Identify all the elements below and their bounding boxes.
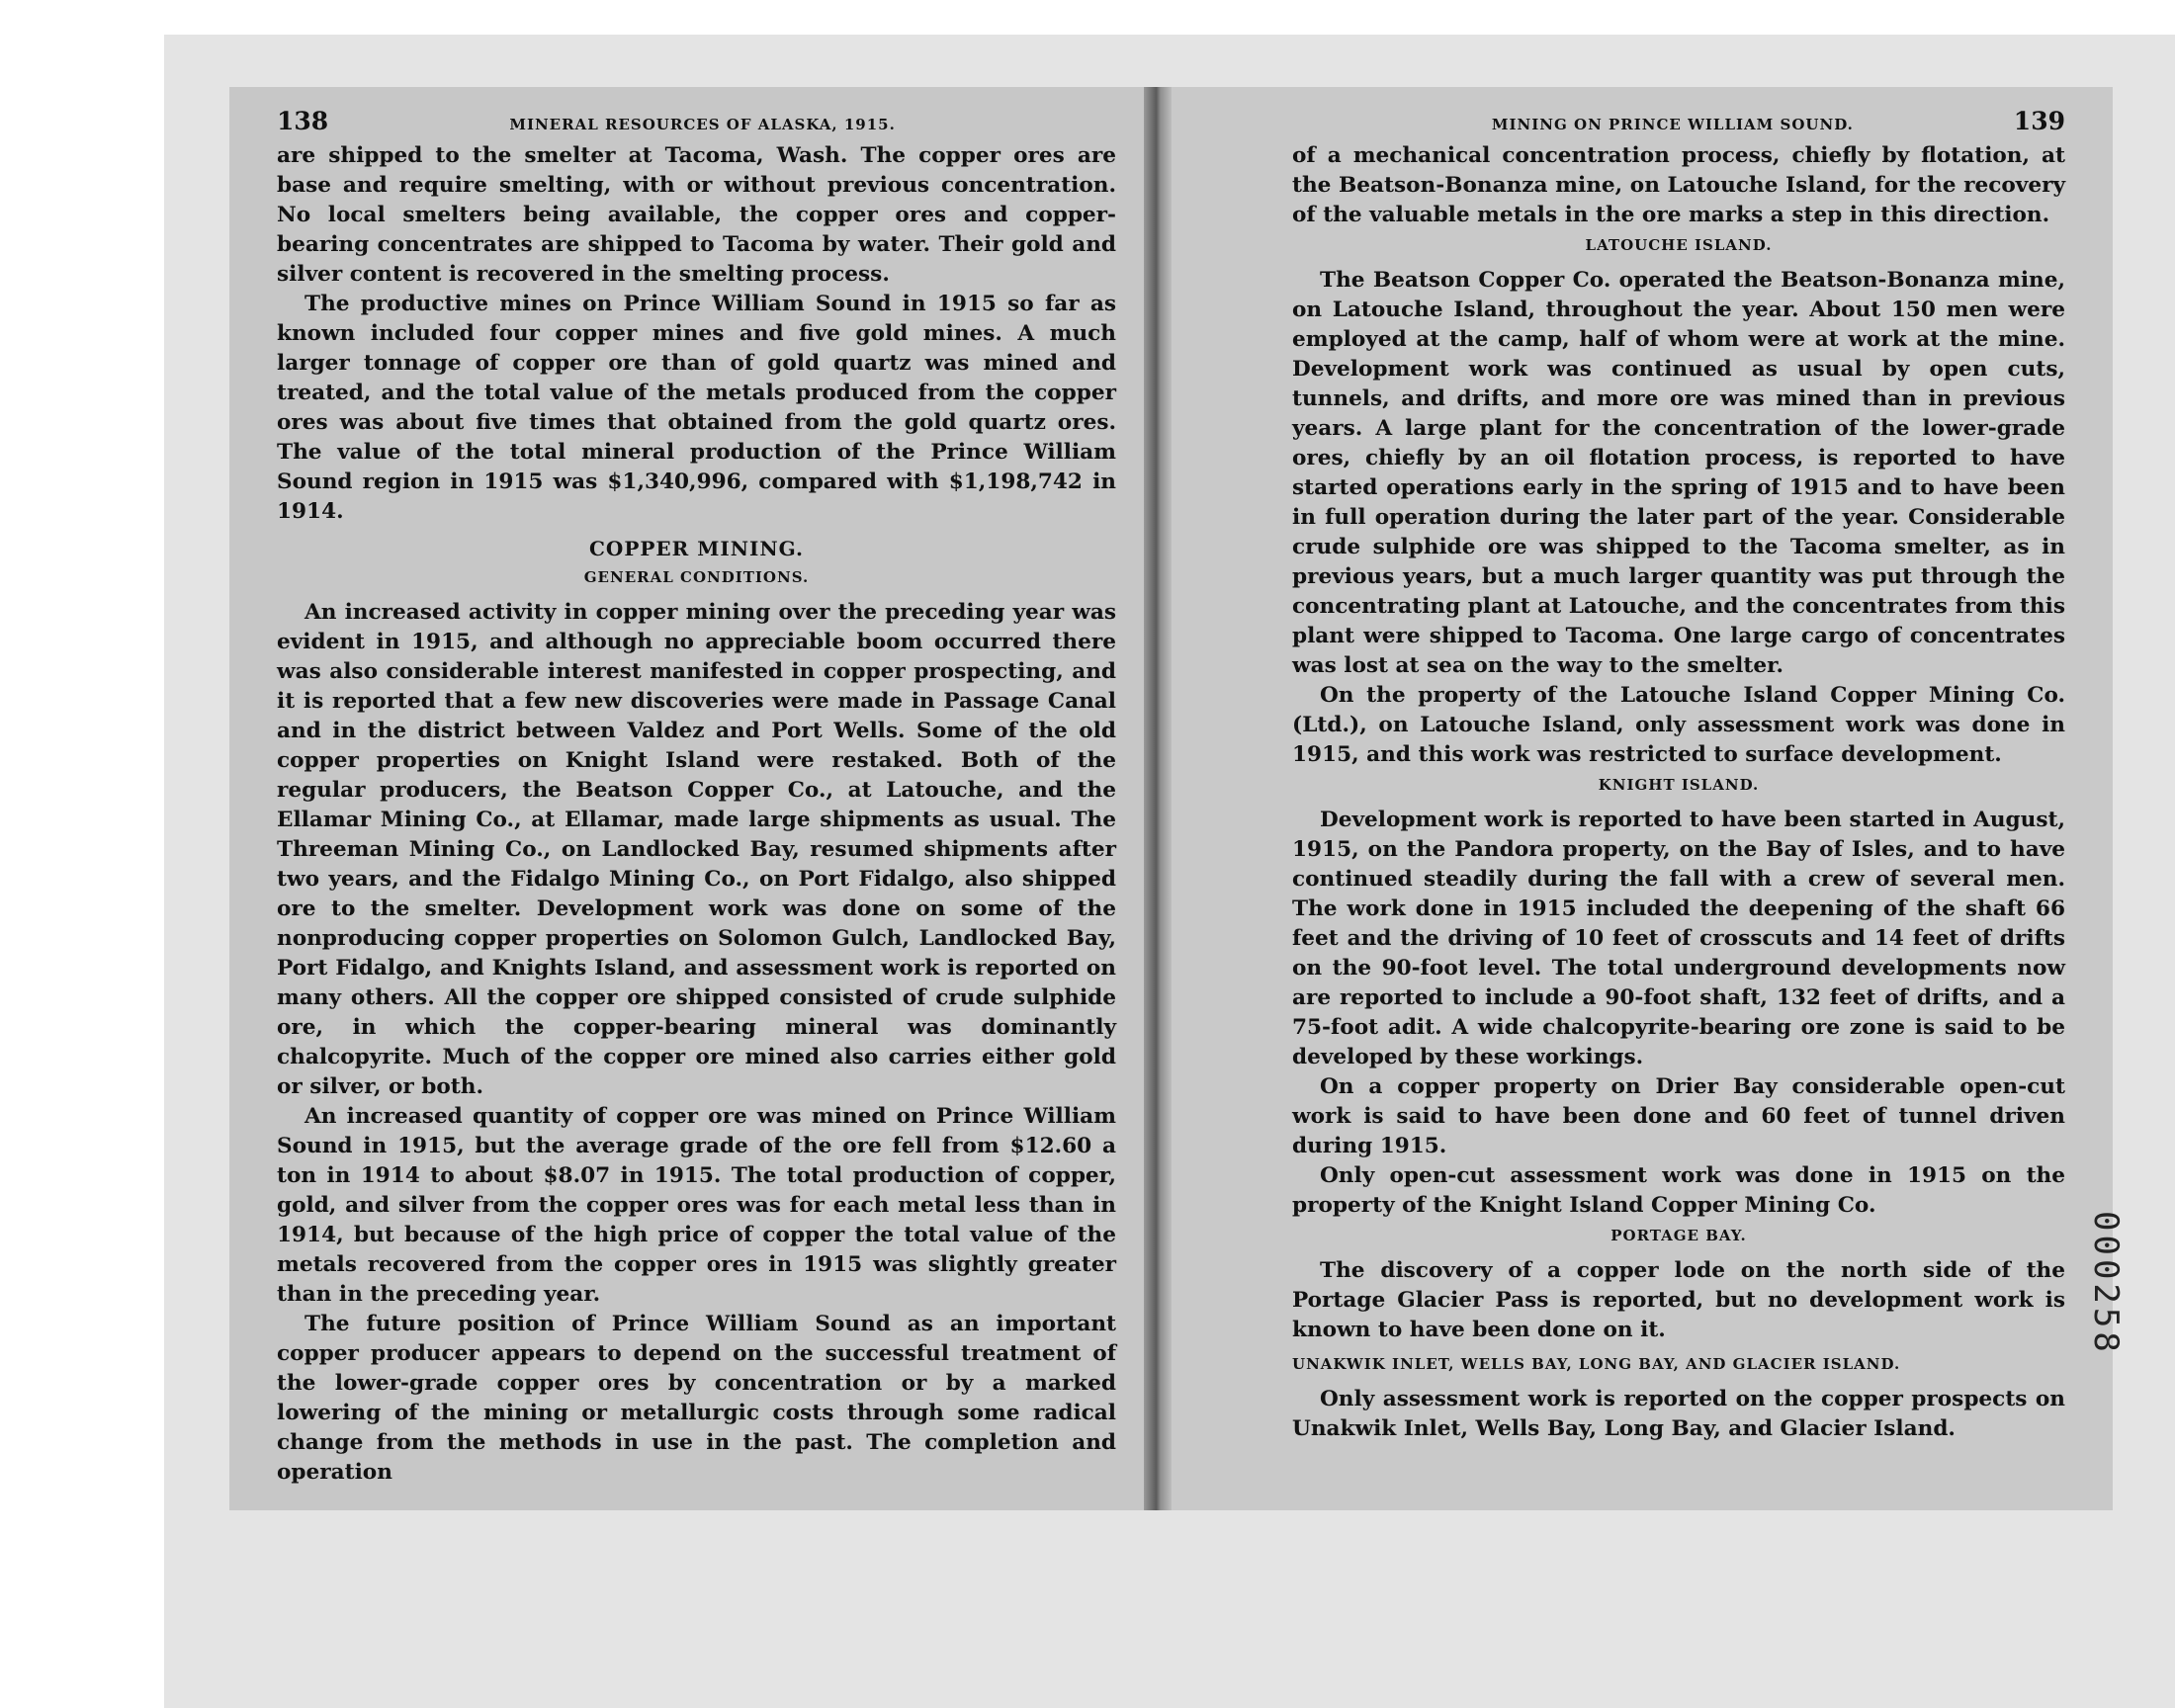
heading-copper-mining: COPPER MINING.	[589, 537, 804, 560]
left-page-number: 138	[277, 107, 329, 135]
right-paragraph-4: Development work is reported to have been started in August, 1915, on the Pandora property, on the Bay of Isles, and to have continued steadily during the fall with a crew of several men. The work done in 1915 included the deepening of the shaft 66 feet and the driving of 10 feet of crosscuts and 14 feet of drifts on the 90-foot level. The total underground developments now are reported to include a 90-foot shaft, 132 feet of drifts, and a 75-foot adit. A wide chalcopyrite-bearing ore zone is said to be developed by these workings.	[1292, 808, 2065, 1069]
right-paragraph-7: The discovery of a copper lode on the north side of the Portage Glacier Pass is reported, but no development work is known to have been done on it.	[1292, 1258, 2065, 1342]
right-page-number: 139	[2013, 107, 2065, 135]
left-running-head	[277, 107, 1116, 135]
right-paragraph-3: On the property of the Latouche Island Copper Mining Co. (Ltd.), on Latouche Island, only assessment work was done in 1915, and this work was restricted to surface development.	[1292, 683, 2065, 767]
left-paragraph-2: The productive mines on Prince William Sound in 1915 so far as known included four copper mines and five gold mines. A much larger tonnage of copper ore than of gold quartz was mined and treated, and the total value of the metals produced from the copper ores was about five times that obtained from the gold quartz ores. The value of the total mineral production of the Prince William Sound region in 1915 was $1,340,996, compared with $1,198,742 in 1914.	[277, 292, 1116, 524]
heading-general-conditions: GENERAL CONDITIONS.	[583, 568, 810, 586]
book-gutter	[1144, 87, 1172, 1510]
archive-stamp-number: 000258	[2086, 1211, 2126, 1356]
right-paragraph-1: of a mechanical concentration process, chiefly by flotation, at the Beatson-Bonanza mine, on Latouche Island, for the recovery of the valuable metals in the ore marks a step in this direction.	[1292, 143, 2065, 227]
left-running-title: MINERAL RESOURCES OF ALASKA, 1915.	[509, 116, 896, 133]
right-paragraph-6: Only open-cut assessment work was done in 1915 on the property of the Knight Island Copper Mining Co.	[1292, 1163, 2065, 1218]
scan-margin	[0, 0, 164, 1708]
heading-unakwik-inlet: UNAKWIK INLET, WELLS BAY, LONG BAY, AND GLACIER ISLAND.	[1292, 1355, 1901, 1373]
right-paragraph-5: On a copper property on Drier Bay considerable open-cut work is said to have been done and 60 feet of tunnel driven during 1915.	[1292, 1074, 2065, 1158]
heading-portage-bay: PORTAGE BAY.	[1610, 1227, 1747, 1244]
heading-latouche-island: LATOUCHE ISLAND.	[1585, 236, 1773, 254]
right-running-title: MINING ON PRINCE WILLIAM SOUND.	[1491, 116, 1854, 133]
heading-knight-island: KNIGHT ISLAND.	[1598, 776, 1760, 794]
left-paragraph-5: The future position of Prince William Sound as an important copper producer appears to depend on the successful treatment of the lower-grade copper ores by concentration or by a marked lowering of the mining or metallurgic costs through some radical change from the methods in use in the past. The completion and operation	[277, 1312, 1116, 1485]
left-paragraph-3: An increased activity in copper mining over the preceding year was evident in 1915, and although no appreciable boom occurred there was also considerable interest manifested in copper prospecting, and it is reported that a few new discoveries were made in Passage Canal and in the district between Valdez and Port Wells. Some of the old copper properties on Knight Island were restaked. Both of the regular producers, the Beatson Copper Co., at Latouche, and the Ellamar Mining Co., at Ellamar, made large shipments as usual. The Threeman Mining Co., on Landlocked Bay, resumed shipments after two years, and the Fidalgo Mining Co., on Port Fidalgo, also shipped ore to the smelter. Development work was done on some of the nonproducing copper properties on Solomon Gulch, Landlocked Bay, Port Fidalgo, and Knights Island, and assessment work is reported on many others. All the copper ore shipped consisted of crude sulphide ore, in which the copper-bearing mineral was dominantly chalcopyrite. Much of the copper ore mined also carries either gold or silver, or both.	[277, 600, 1116, 1099]
left-page	[229, 87, 1144, 1510]
left-paragraph-4: An increased quantity of copper ore was mined on Prince William Sound in 1915, but the average grade of the ore fell from $12.60 a ton in 1914 to about $8.07 in 1915. The total production of copper, gold, and silver from the copper ores was for each metal less than in 1914, but because of the high price of copper the total value of the metals recovered from the copper ores in 1915 was slightly greater than in the preceding year.	[277, 1104, 1116, 1307]
right-paragraph-2: The Beatson Copper Co. operated the Beatson-Bonanza mine, on Latouche Island, throughout the year. About 150 men were employed at the camp, half of whom were at work at the mine. Development work was continued as usual by open cuts, tunnels, and drifts, and more ore was mined than in previous years. A large plant for the concentration of the lower-grade ores, chiefly by an oil flotation process, is reported to have started operations early in the spring of 1915 and to have been in full operation during the later part of the year. Considerable crude sulphide ore was shipped to the Tacoma smelter, as in previous years, but a much larger quantity was put through the concentrating plant at Latouche, and the concentrates from this plant were shipped to Tacoma. One large cargo of concentrates was lost at sea on the way to the smelter.	[1292, 268, 2065, 678]
right-page	[1172, 87, 2113, 1510]
left-paragraph-1: are shipped to the smelter at Tacoma, Wash. The copper ores are base and require smelting, with or without previous concentration. No local smelters being available, the copper ores and copper-bearing concentrates are shipped to Tacoma by water. Their gold and silver content is recovered in the smelting process.	[277, 143, 1116, 287]
right-paragraph-8: Only assessment work is reported on the copper prospects on Unakwik Inlet, Wells Bay, Long Bay, and Glacier Island.	[1292, 1387, 2065, 1441]
right-running-head	[1292, 107, 2065, 135]
